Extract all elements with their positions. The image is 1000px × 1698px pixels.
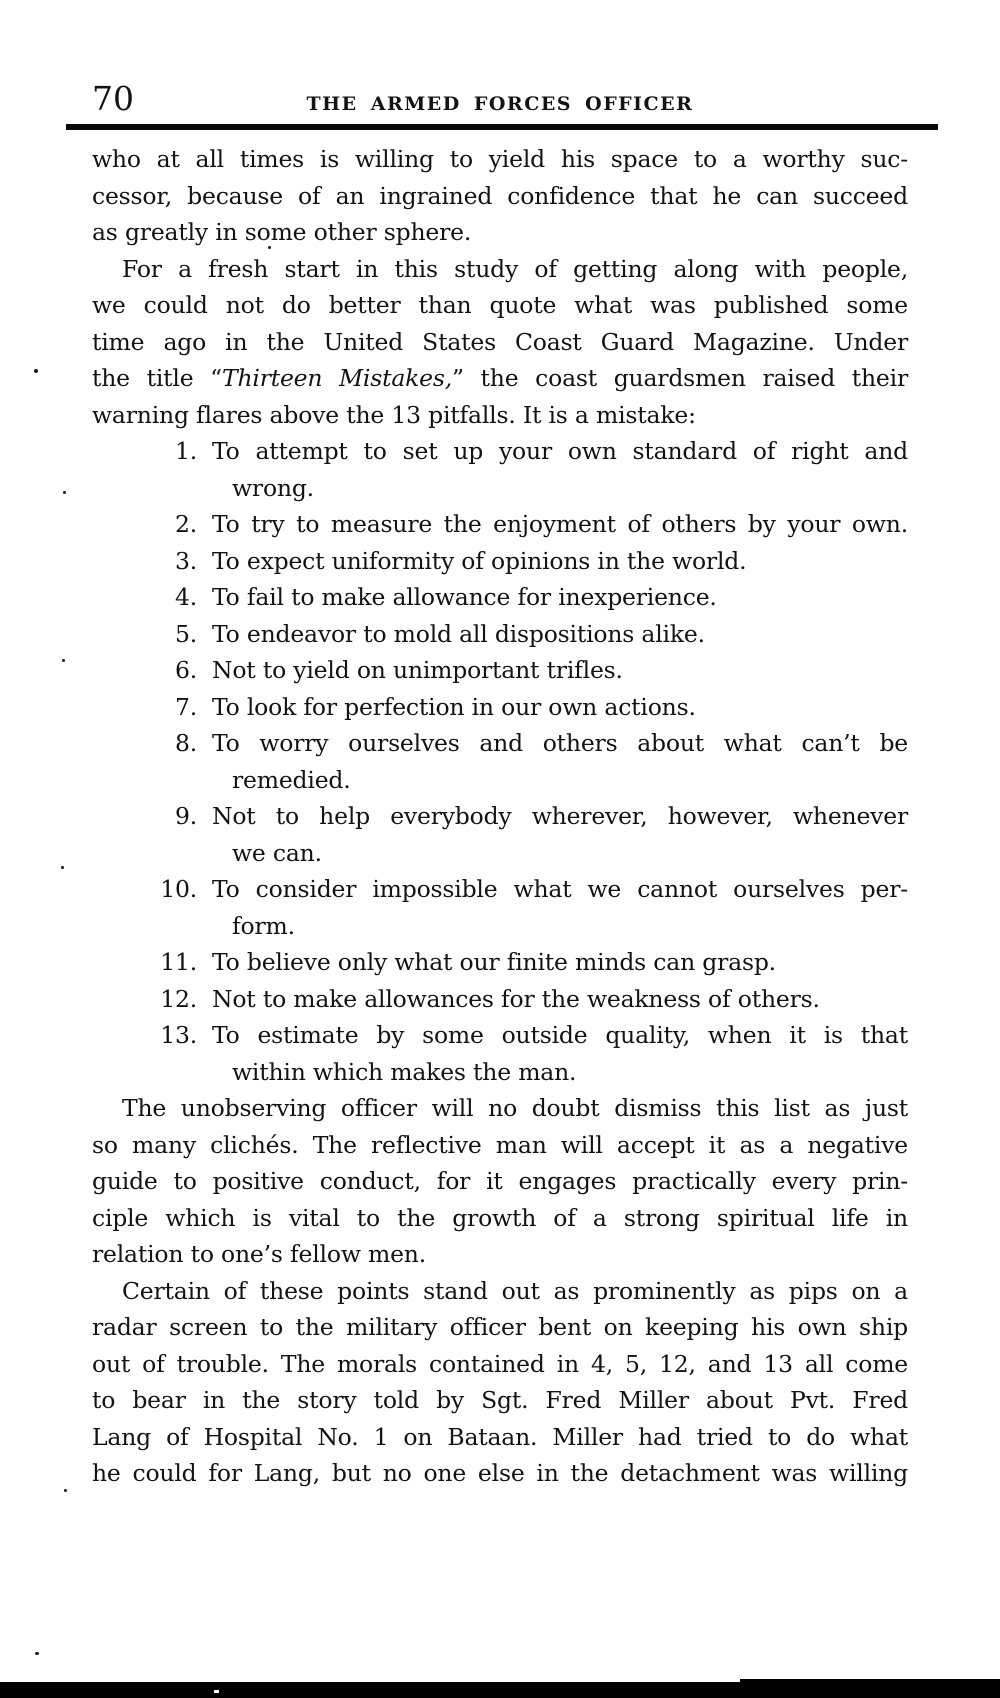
text-line [92,470,908,507]
text-segment: Not to make allowances for the weakness of others. [212,984,820,1013]
text-line [92,835,908,872]
page-number: 70 [92,79,134,118]
scan-speck [35,1652,39,1655]
text-segment: To attempt to set up your own standard of right and [212,437,908,465]
list-item [92,981,908,1018]
text-segment: as greatly in some other sphere. [92,218,472,246]
text-line [92,397,908,434]
text-segment: The unobserving officer will no doubt dismiss this list as just [122,1094,908,1122]
text-line [92,324,908,361]
text-segment: Lang of Hospital No. 1 on Bataan. Miller had tried to do what [92,1422,908,1451]
text-line [92,981,908,1018]
list-item-number: 6. [174,656,197,684]
text-segment: To estimate by some outside quality, when it is that [212,1021,908,1049]
text-segment: form. [232,911,295,940]
text-line [92,214,908,251]
text-segment: radar screen to the military officer bent on keeping his own ship [92,1313,908,1341]
list-item-number: 5. [174,619,197,648]
text-line [92,725,908,762]
list-item [92,944,908,981]
list-item [92,798,908,871]
text-segment: cessor, because of an ingrained confidence that he can succeed [92,181,908,210]
text-line [92,1017,908,1054]
scan-speck [34,369,38,373]
text-line [92,798,908,835]
text-segment: the title “ [92,364,222,392]
text-line [92,1273,908,1310]
list-item-number: 12. [160,984,197,1013]
text-segment: Not to help everybody wherever, however, whenever [212,802,908,830]
text-segment: Not to yield on unimportant trifles. [212,656,623,684]
text-line [92,762,908,799]
text-line [92,1163,908,1200]
text-line [92,178,908,215]
text-line [92,433,908,470]
paragraph [92,141,908,251]
italic-title-text: Thirteen Mistakes, [221,364,453,392]
text-line [92,287,908,324]
text-segment: ciple which is vital to the growth of a strong spiritual life in [92,1203,908,1232]
text-segment: To worry ourselves and others about what can’t be [212,729,908,757]
scan-speck [268,246,271,249]
list-item [92,1017,908,1090]
list-item-number: 4. [174,583,197,611]
list-item-number: 11. [160,948,197,976]
running-title: THE ARMED FORCES OFFICER [306,93,694,115]
list-item-number: 8. [174,729,197,757]
text-segment: so many clichés. The reflective man will accept it as a negative [92,1130,908,1159]
text-line [92,543,908,580]
text-line [92,871,908,908]
text-segment: To expect uniformity of opinions in the world. [212,546,747,575]
list-item [92,506,908,543]
text-segment: For a fresh start in this study of getting along with people, [122,254,908,283]
text-line [92,689,908,726]
text-line [92,579,908,616]
text-segment: wrong. [232,473,314,502]
scan-speck [61,866,64,869]
text-line [92,1236,908,1273]
text-line [92,944,908,981]
text-segment: To consider impossible what we cannot ourselves per- [212,875,908,903]
text-segment: To try to measure the enjoyment of others by your own. [212,510,908,538]
text-line [92,141,908,178]
paragraph [92,1090,908,1273]
list-item [92,579,908,616]
list-item-number: 3. [174,546,197,575]
text-line [92,908,908,945]
text-segment: we could not do better than quote what was published some [92,291,908,319]
list-item [92,433,908,506]
text-line [92,652,908,689]
header-rule [66,124,938,130]
text-line [92,1382,908,1419]
paragraph [92,251,908,434]
text-segment: we can. [232,838,322,867]
list-item [92,725,908,798]
list-item [92,652,908,689]
scan-speck [63,491,66,494]
list-item-number: 2. [174,510,197,538]
text-segment: relation to one’s fellow men. [92,1240,426,1268]
text-segment: guide to positive conduct, for it engages practically every prin- [92,1167,908,1195]
text-segment: remedied. [232,765,351,794]
list-item-number: 9. [174,802,197,830]
text-segment: ” the coast guardsmen raised their [452,364,908,392]
text-line [92,506,908,543]
page-body [92,141,908,1492]
text-line [92,1054,908,1091]
text-segment: time ago in the United States Coast Guard Magazine. Under [92,327,908,356]
text-segment: To fail to make allowance for inexperience. [212,583,717,611]
list-item-number: 7. [174,692,197,721]
list-item-number: 1. [174,437,197,465]
text-segment: to bear in the story told by Sgt. Fred Miller about Pvt. Fred [92,1386,908,1414]
text-segment: Certain of these points stand out as prominently as pips on a [122,1276,908,1305]
scan-speck [64,1489,67,1492]
scan-edge-bar-speck [214,1690,219,1693]
text-segment: he could for Lang, but no one else in the detachment was willing [92,1459,908,1487]
text-segment: who at all times is willing to yield his space to a worthy suc- [92,145,908,173]
list-item [92,616,908,653]
text-line [92,1200,908,1237]
text-line [92,616,908,653]
text-line [92,1346,908,1383]
text-line [92,1127,908,1164]
paragraph [92,1273,908,1492]
text-segment: out of trouble. The morals contained in 4, 5, 12, and 13 all come [92,1349,908,1378]
text-line [92,251,908,288]
text-segment: To look for perfection in our own actions. [212,692,696,721]
text-line [92,360,908,397]
text-line [92,1309,908,1346]
list-item [92,689,908,726]
list-item [92,543,908,580]
text-segment: To endeavor to mold all dispositions alike. [212,619,705,648]
text-segment: within which makes the man. [232,1057,577,1086]
text-line [92,1090,908,1127]
list-item-number: 10. [160,875,197,903]
list-item [92,871,908,944]
text-segment: To believe only what our finite minds can grasp. [212,948,776,976]
scan-speck [62,659,65,662]
scan-edge-bar-fragment [740,1679,1000,1685]
text-segment: warning flares above the 13 pitfalls. It is a mistake: [92,400,696,429]
list-item-number: 13. [160,1021,197,1049]
text-line [92,1419,908,1456]
text-line [92,1455,908,1492]
